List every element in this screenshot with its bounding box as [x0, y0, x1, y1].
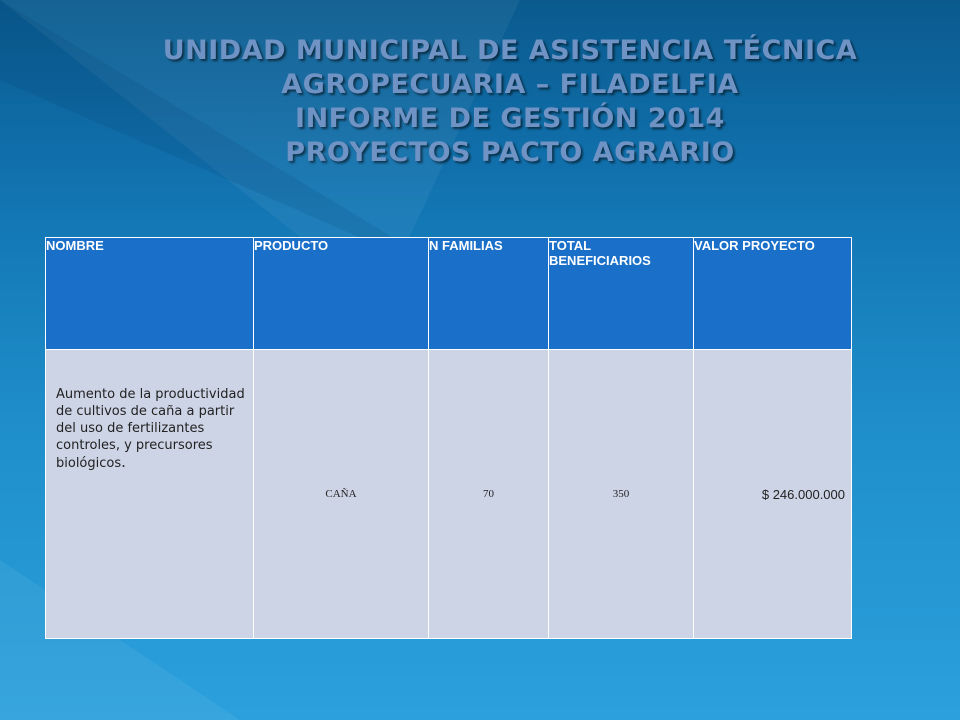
- title-line-1: UNIDAD MUNICIPAL DE ASISTENCIA TÉCNICA: [162, 35, 858, 66]
- cell-valor: $ 246.000.000: [694, 350, 852, 639]
- table-row: [46, 350, 852, 639]
- page-title: [120, 34, 900, 170]
- cell-familias: 70: [429, 350, 549, 639]
- title-line-4: PROYECTOS PACTO AGRARIO: [285, 137, 735, 168]
- title-line-3: INFORME DE GESTIÓN 2014: [295, 103, 725, 134]
- col-header-producto: PRODUCTO: [254, 238, 429, 350]
- cell-beneficiarios: 350: [549, 350, 694, 639]
- title-line-2: AGROPECUARIA – FILADELFIA: [281, 69, 739, 100]
- col-header-valor: VALOR PROYECTO: [694, 238, 852, 350]
- projects-table: [45, 237, 852, 639]
- nombre-text: Aumento de la productividad de cultivos de caña a partir del uso de fertilizantes controles, y precursores biológicos: [56, 387, 245, 471]
- col-header-familias: N FAMILIAS: [429, 238, 549, 350]
- col-header-beneficiarios: TOTAL BENEFICIARIOS: [549, 238, 694, 350]
- cell-producto: CAÑA: [254, 350, 429, 639]
- col-header-nombre: NOMBRE: [46, 238, 254, 350]
- nombre-period: .: [121, 453, 126, 471]
- table-header-row: [46, 238, 852, 350]
- cell-nombre: [46, 350, 254, 639]
